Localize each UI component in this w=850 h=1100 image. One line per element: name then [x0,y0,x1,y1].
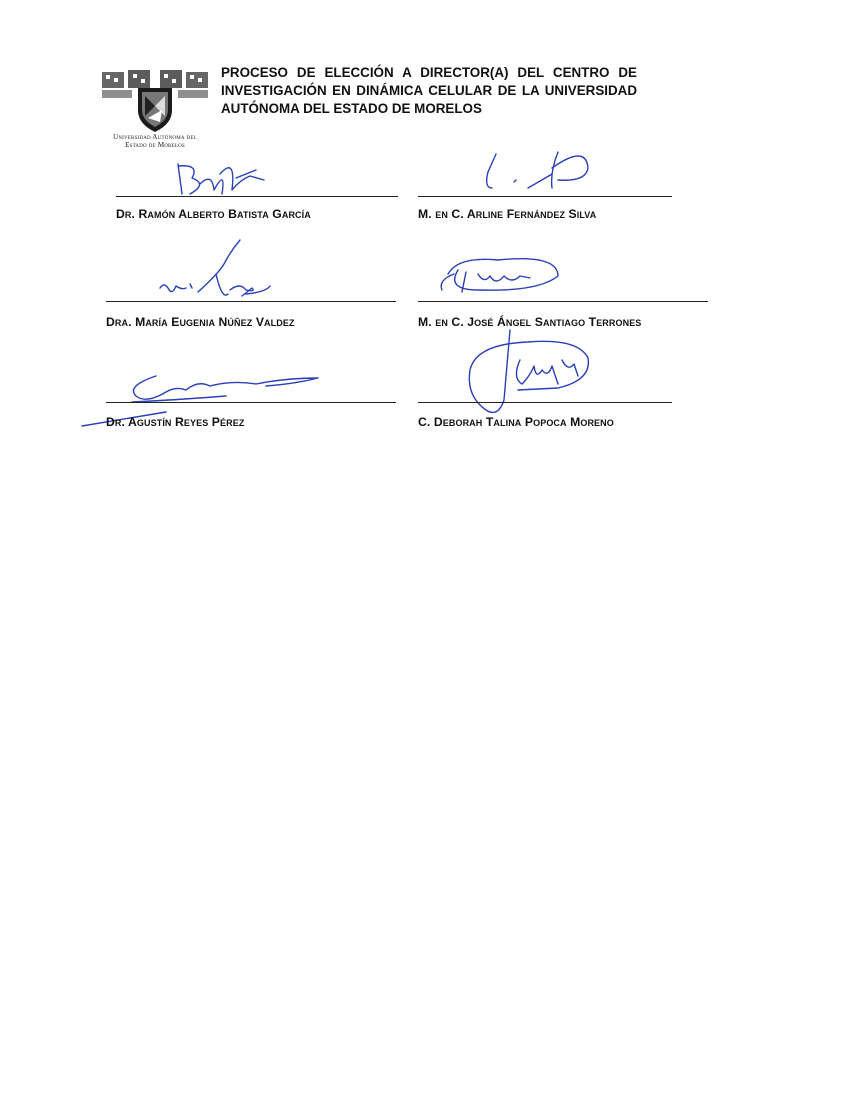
document-title: PROCESO DE ELECCIÓN A DIRECTOR(A) DEL CENTRO DE INVESTIGACIÓN EN DINÁMICA CELULAR DE LA UNIVERSIDAD AUTÓNOMA DEL ESTADO DE MORELOS [221,65,637,116]
signature-line [116,196,398,197]
signature-line [418,196,672,197]
institution-caption [100,133,210,149]
signature-block [116,150,398,230]
signature-block [418,150,672,230]
signature-line [106,301,396,302]
signatory-name: M. en C. José Ángel Santiago Terrones [418,315,642,329]
signatory-name: Dr. Ramón Alberto Batista García [116,207,311,221]
signature-line [418,301,708,302]
signatory-name: Dra. María Eugenia Núñez Valdez [106,315,295,329]
signature-block [418,250,708,334]
signatory-name: C. Deborah Talina Popoca Moreno [418,415,614,429]
signature-block [106,356,396,432]
signatory-name: Dr. Agustín Reyes Pérez [106,415,245,429]
signature-block [418,330,672,432]
signature-block [106,234,396,334]
uaem-seal-icon [100,66,210,132]
signature-line [106,402,396,403]
institution-caption-line2: Estado de Morelos [125,141,185,149]
uaem-logo [100,66,210,150]
signatory-name: M. en C. Arline Fernández Silva [418,207,597,221]
signature-line [418,402,672,403]
institution-caption-line1: Universidad Autónoma del [113,133,197,141]
